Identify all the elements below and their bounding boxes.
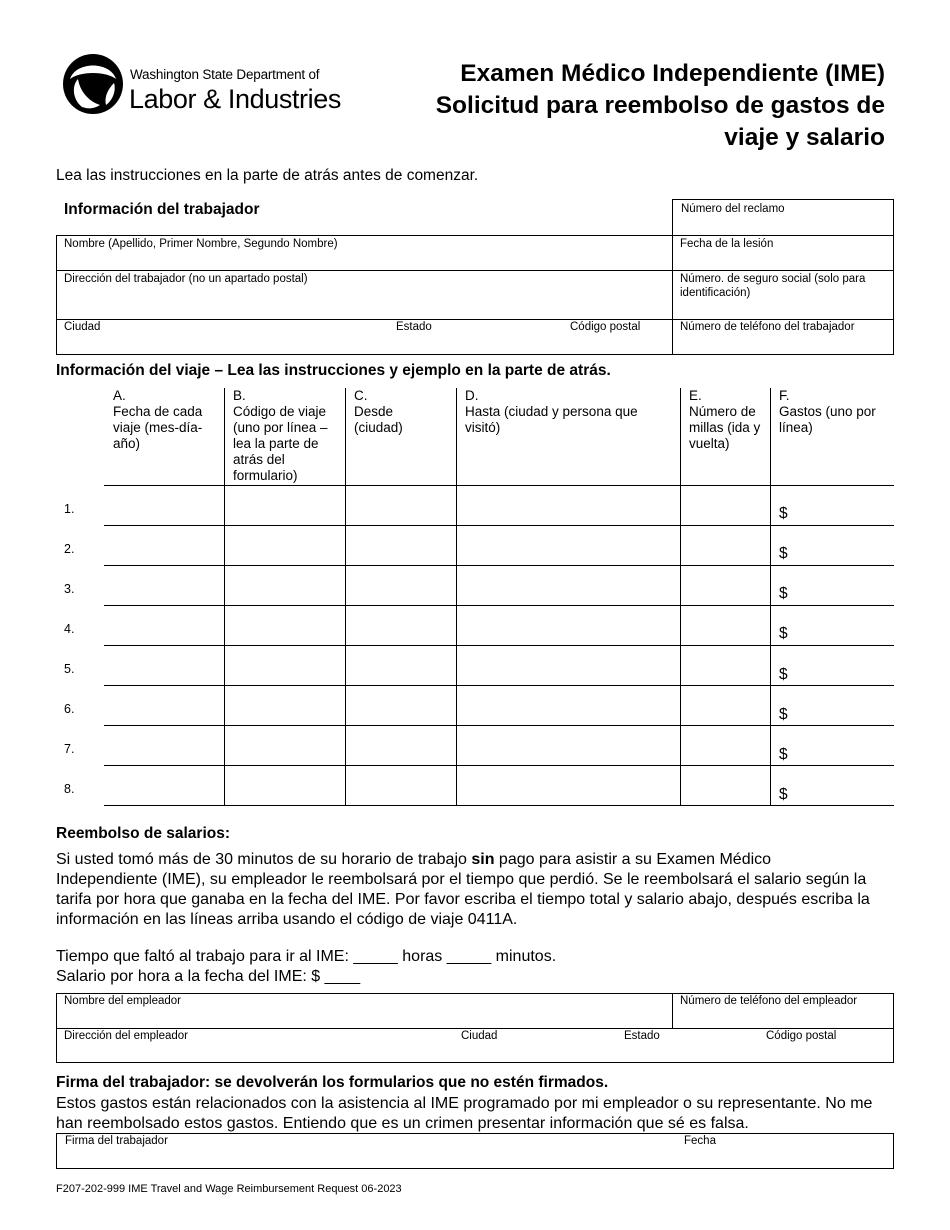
col-f-header bbox=[779, 388, 889, 436]
employer-phone-field[interactable] bbox=[673, 994, 893, 1028]
agency-department: Labor & Industries bbox=[129, 84, 341, 114]
wage-text-1: Si usted tomó más de 30 minutos de su horario de trabajo bbox=[56, 851, 472, 868]
col-a-letter: A. bbox=[113, 388, 126, 403]
col-f-letter: F. bbox=[779, 388, 790, 403]
time-missed-line[interactable]: Tiempo que faltó al trabajo para ir al IME: _____ horas _____ minutos. bbox=[56, 948, 557, 965]
col-d-letter: D. bbox=[465, 388, 479, 403]
lni-logo-icon bbox=[62, 53, 124, 115]
col-b-letter: B. bbox=[233, 388, 246, 403]
worker-phone-label: Número de teléfono del trabajador bbox=[680, 321, 855, 333]
col-f-title: Gastos (uno por línea) bbox=[779, 404, 876, 435]
signature-heading: Firma del trabajador: se devolverán los formularios que no estén firmados. bbox=[56, 1074, 609, 1091]
col-a-header bbox=[113, 388, 218, 452]
employer-state-label: Estado bbox=[624, 1030, 660, 1042]
col-c-letter: C. bbox=[354, 388, 368, 403]
hourly-wage-line[interactable]: Salario por hora a la fecha del IME: $ ____ bbox=[56, 968, 361, 985]
expense-currency: $ bbox=[779, 585, 788, 602]
travel-entries[interactable] bbox=[105, 486, 894, 805]
city-label: Ciudad bbox=[64, 321, 101, 333]
date-label: Fecha bbox=[684, 1135, 716, 1147]
title-line-3: viaje y salario bbox=[724, 124, 885, 151]
travel-info-heading: Información del viaje – Lea las instrucciones y ejemplo en la parte de atrás. bbox=[56, 362, 611, 379]
col-d-header bbox=[465, 388, 675, 436]
col-b-title: Código de viaje (uno por línea – lea la parte de atrás del formulario) bbox=[233, 404, 328, 483]
row-number: 5. bbox=[64, 662, 75, 676]
injury-date-field[interactable] bbox=[673, 236, 893, 270]
wage-reimbursement-heading: Reembolso de salarios: bbox=[56, 825, 231, 842]
agency-name: Washington State Department of bbox=[130, 67, 320, 82]
injury-date-label: Fecha de la lesión bbox=[680, 238, 774, 250]
employer-address-label: Dirección del empleador bbox=[64, 1030, 189, 1042]
row-number: 2. bbox=[64, 542, 75, 556]
expense-currency: $ bbox=[779, 706, 788, 723]
worker-address-label: Dirección del trabajador (no un apartado postal) bbox=[64, 273, 308, 285]
worker-phone-field[interactable] bbox=[673, 320, 893, 354]
employer-address-field[interactable] bbox=[57, 1029, 893, 1062]
col-e-letter: E. bbox=[689, 388, 702, 403]
employer-name-label: Nombre del empleador bbox=[64, 995, 181, 1007]
title-line-2: Solicitud para reembolso de gastos de bbox=[435, 92, 885, 119]
expense-currency: $ bbox=[779, 746, 788, 763]
claim-number-label: Número del reclamo bbox=[681, 203, 785, 215]
col-e-title: Número de millas (ida y vuelta) bbox=[689, 404, 761, 451]
row-number: 1. bbox=[64, 502, 75, 516]
row-number: 7. bbox=[64, 742, 75, 756]
worker-name-label: Nombre (Apellido, Primer Nombre, Segundo Nombre) bbox=[64, 238, 338, 250]
wage-text-2: pago para asistir a su Examen Médico Independiente (IME), su empleador le reembolsará por el tiempo que perdió. Se le reembolsará el salario según la tarifa por hora que ganaba en la fecha del IME. Por favor escriba el tiempo total y salario abajo, después escriba la información en las líneas arriba usando el código de viaje 0411A. bbox=[56, 851, 870, 928]
expense-currency: $ bbox=[779, 666, 788, 683]
row-number: 8. bbox=[64, 782, 75, 796]
title-line-1: Examen Médico Independiente (IME) bbox=[460, 60, 885, 87]
claim-number-field[interactable] bbox=[672, 199, 894, 236]
zip-label: Código postal bbox=[570, 321, 641, 333]
signature-field[interactable] bbox=[56, 1133, 894, 1169]
expense-currency: $ bbox=[779, 505, 788, 522]
expense-currency: $ bbox=[779, 545, 788, 562]
signature-label: Firma del trabajador bbox=[65, 1135, 168, 1147]
intro-text: Lea las instrucciones en la parte de atrás antes de comenzar. bbox=[56, 167, 479, 184]
worker-city-state-zip-field[interactable] bbox=[57, 320, 672, 354]
col-e-header bbox=[689, 388, 767, 452]
row-number: 4. bbox=[64, 622, 75, 636]
form-footer: F207-202-999 IME Travel and Wage Reimbursement Request 06-2023 bbox=[56, 1183, 402, 1195]
employer-phone-label: Número de teléfono del empleador bbox=[680, 995, 858, 1007]
wage-instructions bbox=[56, 850, 876, 930]
col-d-title: Hasta (ciudad y persona que visitó) bbox=[465, 404, 638, 435]
col-b-header bbox=[233, 388, 341, 484]
wage-text-bold: sin bbox=[471, 851, 495, 868]
col-a-title: Fecha de cada viaje (mes-día-año) bbox=[113, 404, 203, 451]
col-c-title: Desde (ciudad) bbox=[354, 404, 403, 435]
employer-zip-label: Código postal bbox=[766, 1030, 837, 1042]
worker-info-heading: Información del trabajador bbox=[64, 201, 260, 218]
col-c-header bbox=[354, 388, 449, 436]
employer-name-field[interactable] bbox=[57, 994, 672, 1028]
state-label: Estado bbox=[396, 321, 432, 333]
ssn-field[interactable] bbox=[673, 271, 893, 319]
ssn-label: Número. de seguro social (solo para identificación) bbox=[680, 273, 866, 299]
form-title bbox=[436, 58, 885, 154]
worker-name-field[interactable] bbox=[57, 236, 672, 270]
expense-currency: $ bbox=[779, 786, 788, 803]
employer-city-label: Ciudad bbox=[461, 1030, 498, 1042]
row-number: 3. bbox=[64, 582, 75, 596]
expense-currency: $ bbox=[779, 625, 788, 642]
row-number: 6. bbox=[64, 702, 75, 716]
worker-address-field[interactable] bbox=[57, 271, 672, 319]
signature-statement: Estos gastos están relacionados con la asistencia al IME programado por mi empleador o su representante. No me han reembolsado estos gastos. Entiendo que es un crimen presentar información que sé es falsa. bbox=[56, 1095, 873, 1132]
